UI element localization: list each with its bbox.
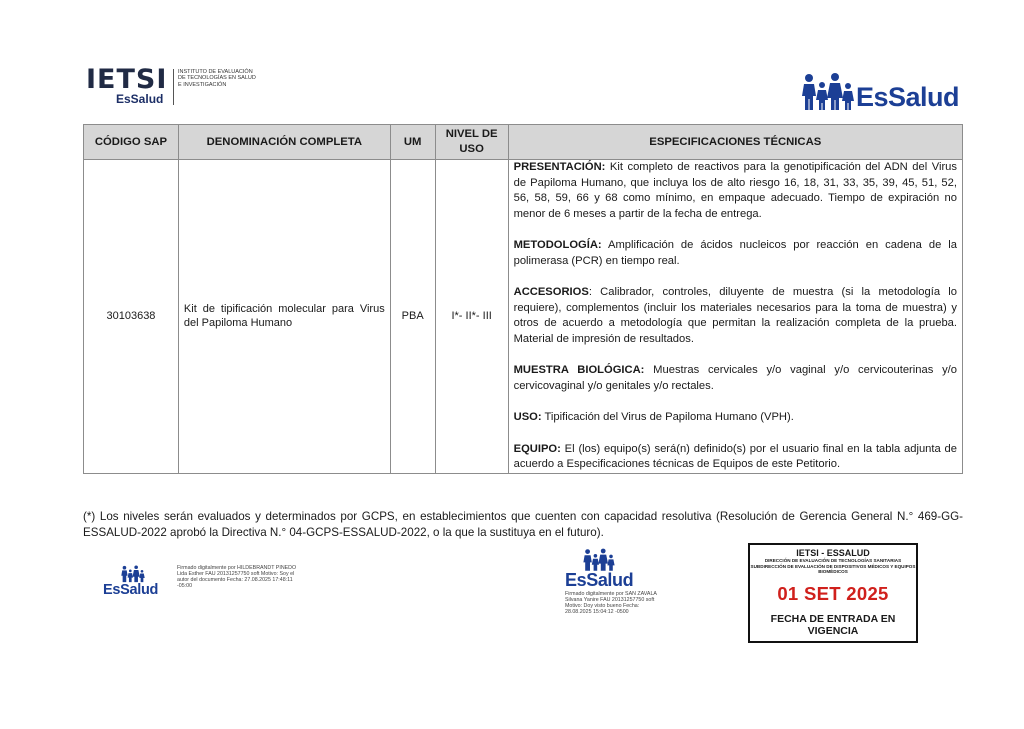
family-figures-icon	[579, 548, 619, 572]
spec-equipo-text: El (los) equipo(s) será(n) definido(s) por el usuario final en la tabla adjunta de acuerdo a Especificaciones técnicas de Equipos de este Petitorio.	[513, 442, 957, 470]
spec-metodologia	[514, 238, 957, 269]
spec-presentacion-head: PRESENTACIÓN:	[513, 161, 606, 173]
family-figures-icon	[117, 565, 149, 583]
cell-um: PBA	[390, 160, 435, 474]
header-nivel-uso: NIVEL DE USO	[435, 125, 508, 160]
stamp-subtitle-2: SUBDIRECCIÓN DE EVALUACIÓN DE DISPOSITIVOS MÉDICOS Y EQUIPOS BIOMÉDICOS	[750, 563, 916, 574]
table-row	[84, 160, 963, 474]
vigencia-stamp	[748, 543, 918, 643]
essalud-logo	[800, 72, 960, 112]
header-codigo-sap: CÓDIGO SAP	[84, 125, 179, 160]
signature-2-text: Firmado digitalmente por SAN ZAVALA Silvana Yanire FAU 20131257750 soft Motivo: Doy visto bueno Fecha: 28.08.2025 15:04:12 -0500	[565, 591, 657, 615]
header-um: UM	[390, 125, 435, 160]
spec-equipo-head: EQUIPO:	[513, 442, 561, 455]
ietsi-logo-word: IETSI	[86, 64, 168, 95]
family-figures-icon	[800, 72, 856, 112]
stamp-footer: FECHA DE ENTRADA EN VIGENCIA	[770, 612, 896, 637]
spec-muestra-text: Muestras cervicales y/o vaginal y/o cervicouterinas y/o cervicovaginal y/o genitales y/o rectales.	[513, 364, 957, 392]
spec-accesorios-head: ACCESORIOS	[513, 286, 589, 298]
spec-metodologia-text: Amplificación de ácidos nucleicos por reacción en cadena de la polimerasa (PCR) en tiempo real.	[513, 239, 957, 267]
spec-muestra-head: MUESTRA BIOLÓGICA:	[513, 364, 645, 376]
cell-especificaciones	[508, 160, 962, 474]
spec-presentacion-text: Kit completo de reactivos para la genotipificación del ADN del Virus de Papiloma Humano, que incluya los de alto riesgo 16, 18, 31, 33, 35, 39, 45, 51, 52, 56, 58, 59, 66 y 68 como mínimo, en empaque adecuado. Tiempo de expiración no menor de 6 meses a partir de la fecha de entrega.	[513, 161, 957, 220]
essalud-logo-word: EsSalud	[856, 82, 960, 112]
spec-uso-head: USO:	[513, 411, 542, 423]
signature-1-logo-word: EsSalud	[103, 582, 159, 598]
spec-accesorios	[514, 285, 957, 347]
spec-uso	[514, 410, 957, 426]
signature-1-text: Firmado digitalmente por HILDEBRANDT PINEDO Lida Esther FAU 20131257750 soft Motivo: Soy el autor del documento Fecha: 27.08.2025 17:48:11 -05:00	[177, 565, 297, 589]
digital-signature-1	[103, 565, 303, 605]
cell-denominacion: Kit de tipificación molecular para Virus del Papiloma Humano	[178, 160, 390, 474]
digital-signature-2	[565, 548, 715, 633]
stamp-subtitle-1: DIRECCIÓN DE EVALUACIÓN DE TECNOLOGÍAS SANITARIAS	[764, 558, 902, 563]
spec-metodologia-head: METODOLOGÍA:	[513, 239, 602, 251]
header-denominacion: DENOMINACIÓN COMPLETA	[178, 125, 390, 160]
spec-muestra	[514, 363, 957, 394]
spec-equipo	[514, 442, 957, 473]
spec-table	[83, 124, 963, 474]
header-especificaciones: ESPECIFICACIONES TÉCNICAS	[508, 125, 962, 160]
spec-presentacion	[514, 160, 957, 222]
spec-uso-text: Tipificación del Virus de Papiloma Humano (VPH).	[541, 411, 794, 423]
stamp-title: IETSI - ESSALUD	[796, 548, 870, 558]
signature-2-logo-word: EsSalud	[565, 570, 634, 590]
ietsi-logo-divider	[173, 69, 174, 105]
cell-nivel-uso: I*- II*- III	[435, 160, 508, 474]
footnote: (*) Los niveles serán evaluados y determinados por GCPS, en establecimientos que cuenten con capacidad resolutiva (Resolución de Gerencia General N.° 469-GG-ESSALUD-2022 aprobó la Directiva N.° 04-GCPS-ESSALUD-2022, o la que la sustituya en el futuro).	[83, 510, 963, 539]
stamp-date: 01 SET 2025	[777, 582, 889, 604]
ietsi-logo	[86, 66, 256, 108]
table-header-row	[84, 125, 963, 160]
ietsi-logo-subword: EsSalud	[116, 92, 164, 106]
ietsi-institute-name: INSTITUTO DE EVALUACIÓN DE TECNOLOGÍAS EN SALUD E INVESTIGACIÓN	[178, 69, 256, 88]
signature-1-logo	[103, 565, 163, 601]
spec-accesorios-text: : Calibrador, controles, diluyente de muestra (si la metodología lo requiere), complementos (incluir los materiales necesarios para la toma de muestra) y otros de acuerdo a metodología que permitan la realización completa de la prueba. Material de impresión de resultados.	[513, 286, 957, 345]
cell-codigo-sap: 30103638	[84, 160, 179, 474]
